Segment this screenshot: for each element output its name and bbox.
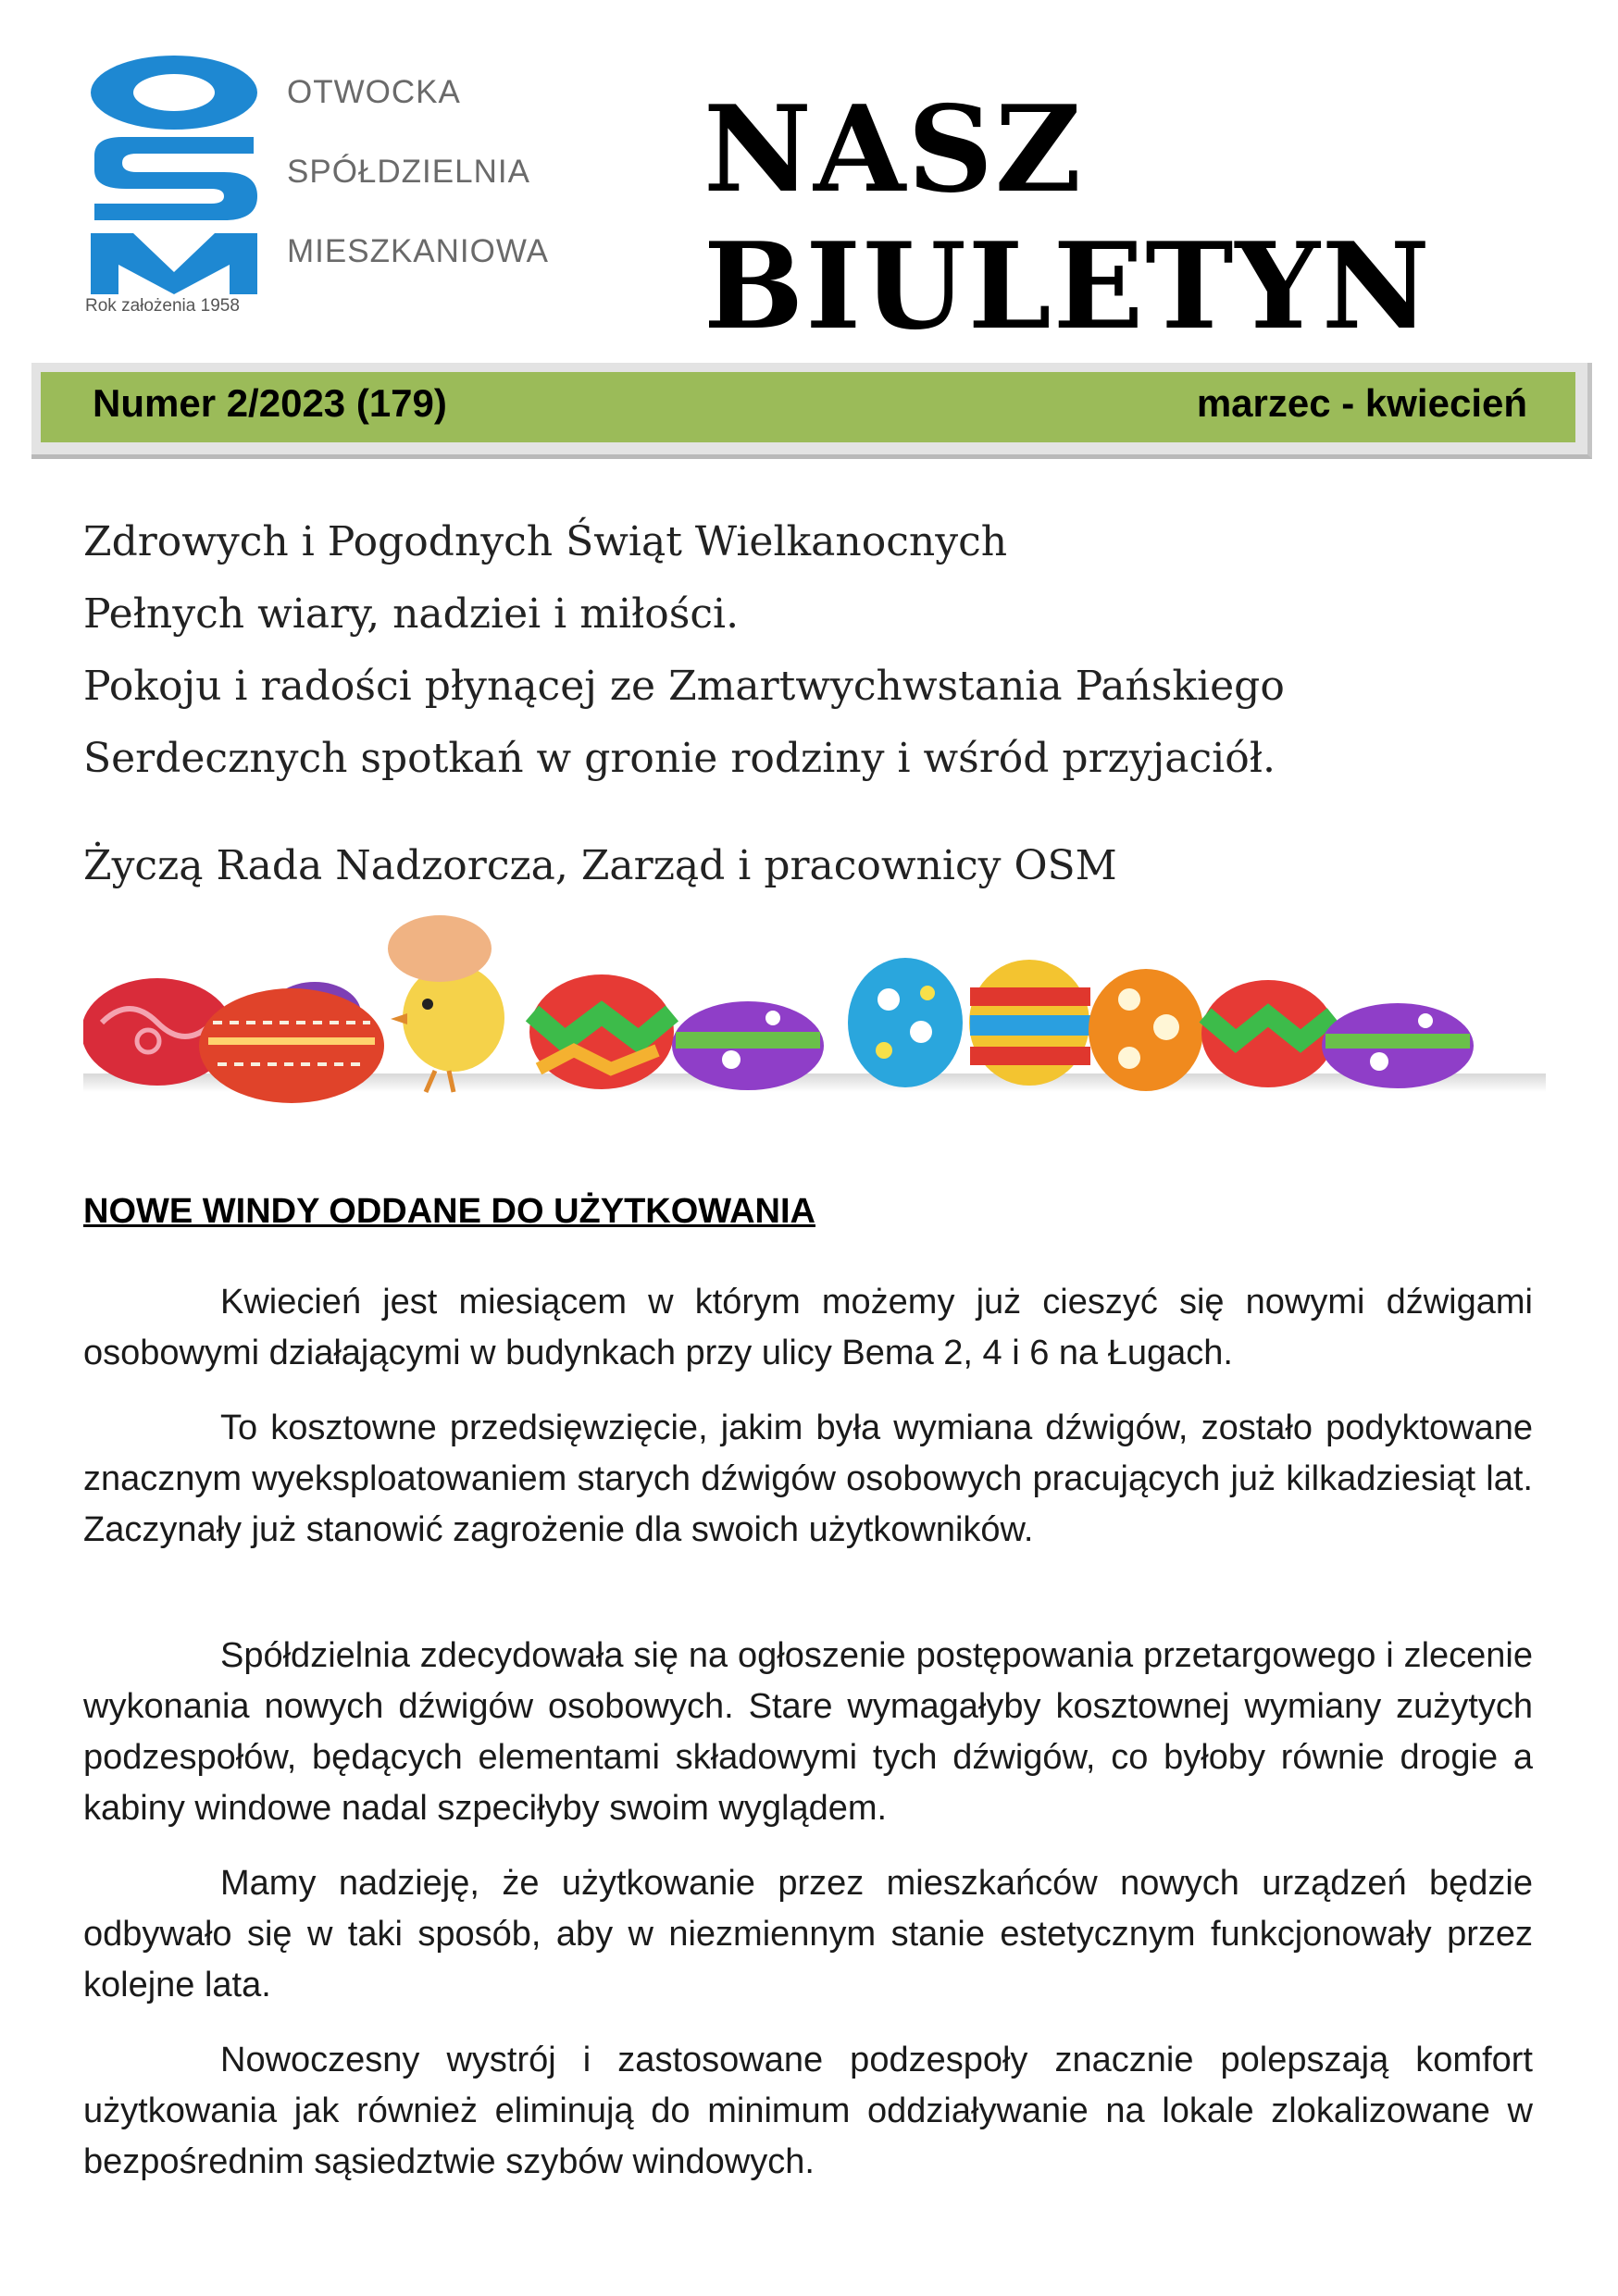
issue-number: Numer 2/2023 (179) — [93, 381, 447, 425]
easter-eggs-illustration — [83, 912, 1546, 1106]
article-paragraph-1: Kwiecień jest miesiącem w którym możemy już cieszyć się nowymi dźwigami osobowymi działającymi w budynkach przy ulicy Bema 2, 4 i 6 na Ługach. — [83, 1283, 1533, 1372]
logo-text-line2: SPÓŁDZIELNIA — [287, 154, 530, 190]
egg-orange-pattern-icon — [199, 988, 384, 1103]
egg-orange-dots-icon — [1089, 969, 1203, 1091]
logo-founding-year: Rok założenia 1958 — [85, 296, 240, 316]
article-paragraph-3: Spółdzielnia zdecydowała się na ogłoszenie postępowania przetargowego i zlecenie wykonania nowych dźwigów osobowych. Stare wymagałyby kosztownej wymiany zużytych podzespołów, będących elementami składowymi tych dźwigów, co byłoby równie drogie a kabiny windowe nadal szpeciłyby swoim wyglądem. — [83, 1636, 1533, 1828]
article-paragraph-4: Mamy nadzieję, że użytkowanie przez mieszkańców nowych urządzeń będzie odbywało się w taki sposób, aby w niezmiennym stanie estetycznym funkcjonowały przez kolejne lata. — [83, 1864, 1533, 2004]
greeting-line-2: Pełnych wiary, nadziei i miłości. — [83, 590, 740, 638]
title-line2: BIULETYN — [703, 217, 1432, 356]
egg-green-red-icon — [529, 974, 674, 1089]
greeting-signature: Życzą Rada Nadzorcza, Zarząd i pracownicy OSM — [83, 842, 1117, 889]
logo-text-line1: OTWOCKA — [287, 74, 461, 110]
article-paragraph-2: To kosztowne przedsięwzięcie, jakim była wymiana dźwigów, zostało podyktowane znacznym wyeksploatowaniem starych dźwigów osobowych pracujących już kilkadziesiąt lat. Zaczynały już stanowić zagrożenie dla swoich użytkowników. — [83, 1409, 1533, 1549]
osm-logo — [85, 52, 263, 294]
egg-red-green-icon — [1201, 980, 1335, 1087]
egg-blue-floral-icon — [848, 958, 963, 1087]
issue-period: marzec - kwiecień — [1196, 381, 1527, 425]
egg-purple-green-right-icon — [1322, 1003, 1474, 1088]
chick-icon — [388, 915, 504, 1092]
title-line1: NASZ — [703, 81, 1084, 219]
logo-text-line3: MIESZKANIOWA — [287, 233, 549, 269]
egg-striped-icon — [969, 960, 1090, 1086]
article-paragraph-5: Nowoczesny wystrój i zastosowane podzespoły znacznie polepszają komfort użytkowania jak również eliminują do minimum oddziaływanie na lokale zlokalizowane w bezpośrednim sąsiedztwie szybów windowych. — [83, 2041, 1533, 2181]
greeting-line-1: Zdrowych i Pogodnych Świąt Wielkanocnych — [83, 518, 1008, 565]
article-headline: NOWE WINDY ODDANE DO UŻYTKOWANIA — [83, 1192, 815, 1231]
greeting-line-4: Serdecznych spotkań w gronie rodziny i wśród przyjaciół. — [83, 735, 1276, 782]
greeting-line-3: Pokoju i radości płynącej ze Zmartwychwstania Pańskiego — [83, 663, 1285, 710]
egg-purple-green-icon — [672, 1001, 824, 1090]
